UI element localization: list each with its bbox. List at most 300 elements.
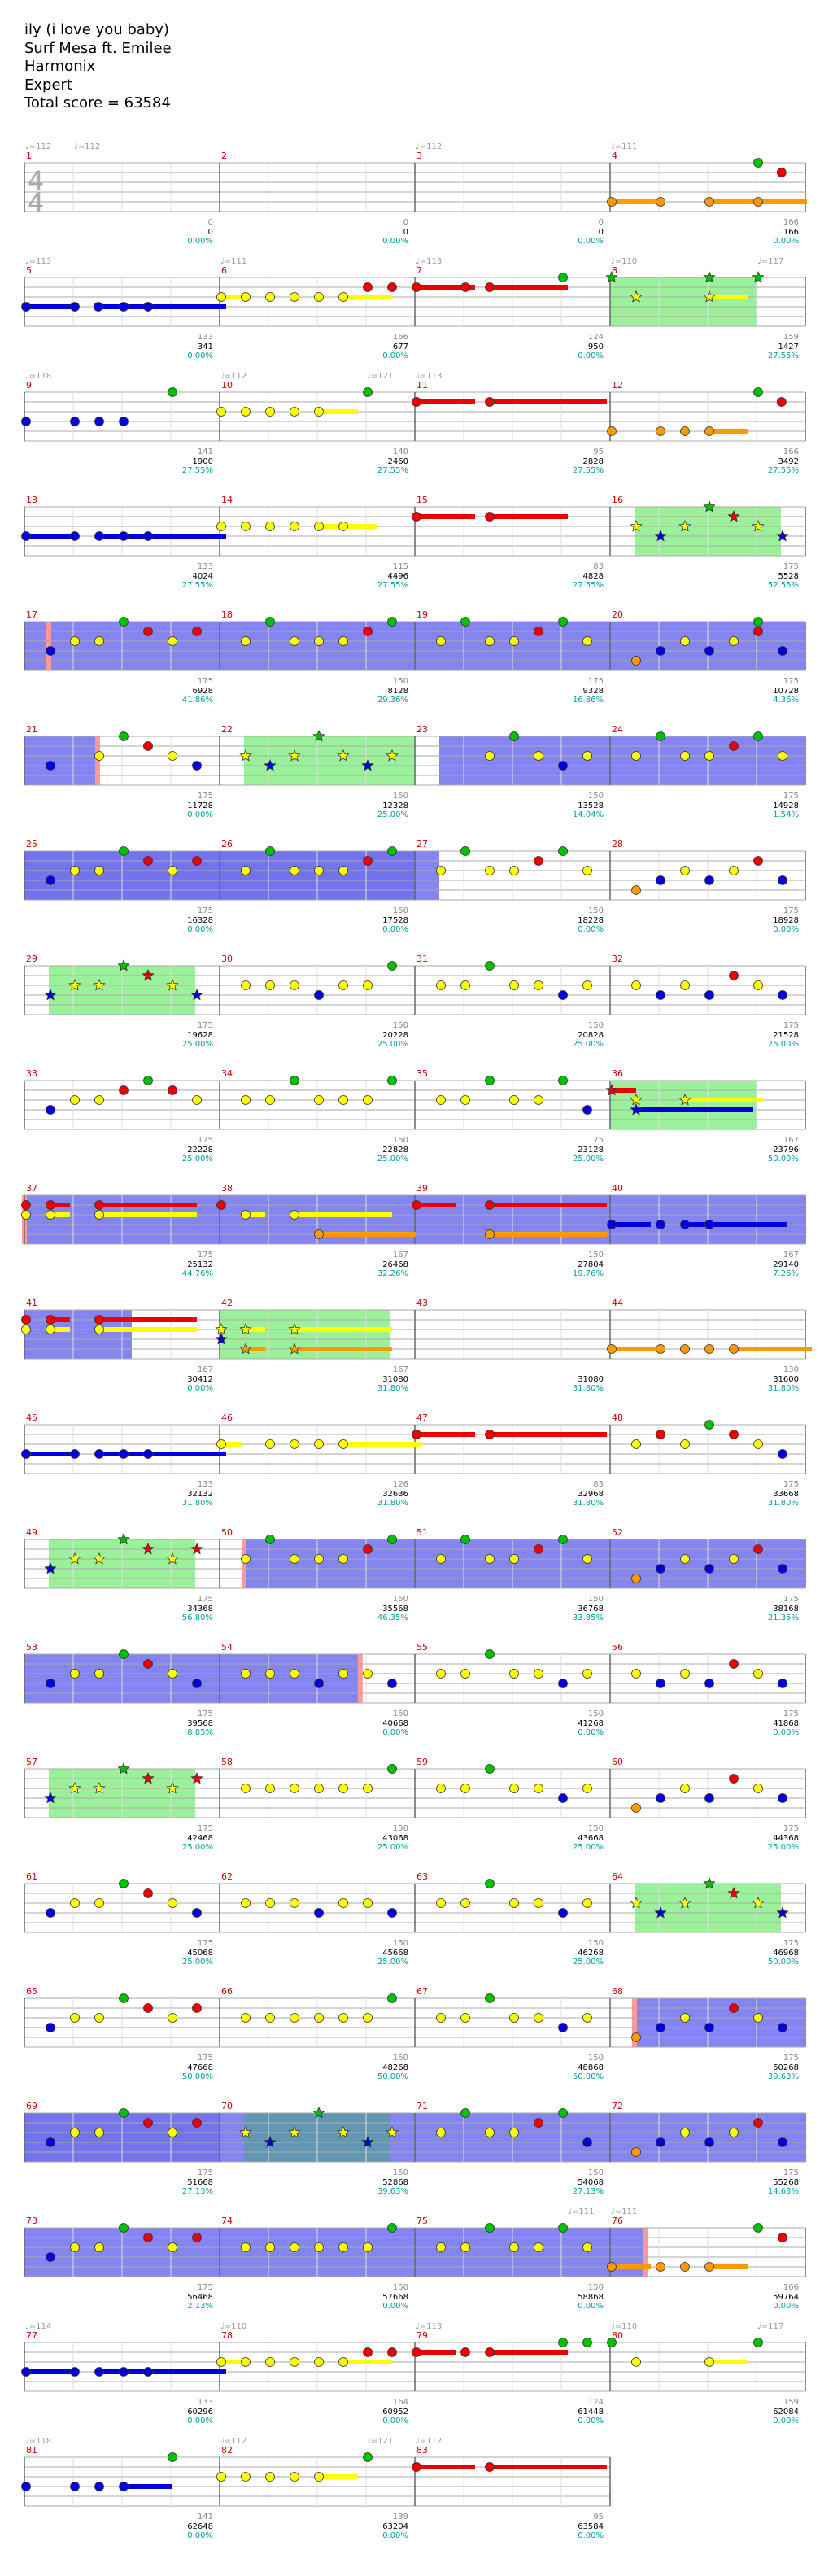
sustain-bar xyxy=(26,2369,75,2374)
yellow-note xyxy=(242,981,251,990)
base-score-label: 150 xyxy=(392,2168,408,2177)
yellow-note xyxy=(510,867,519,875)
yellow-note xyxy=(632,2358,641,2367)
percent-label: 0.00% xyxy=(773,2302,799,2311)
percent-label: 0.00% xyxy=(382,2302,408,2311)
score-label: 27804 xyxy=(578,1260,604,1269)
percent-label: 0.00% xyxy=(773,925,799,934)
sustain-bar xyxy=(709,295,748,299)
score-label: 45068 xyxy=(187,1949,213,1958)
green-note xyxy=(583,2338,592,2347)
score-label: 25132 xyxy=(187,1260,213,1269)
tempo-marker: ♩=111 xyxy=(568,2207,595,2216)
percent-label: 46.35% xyxy=(377,1613,408,1622)
yellow-note xyxy=(290,867,299,875)
yellow-note xyxy=(534,2014,543,2023)
score-label: 16328 xyxy=(187,916,213,925)
yellow-note xyxy=(510,1670,519,1679)
green-note xyxy=(754,732,763,741)
base-score-label: 164 xyxy=(392,2398,408,2407)
red-note xyxy=(754,857,763,866)
yellow-note xyxy=(339,867,348,875)
blue-note xyxy=(22,303,31,312)
blue-note xyxy=(71,532,80,541)
yellow-note xyxy=(339,2243,348,2252)
red-note xyxy=(534,2119,543,2128)
yellow-note xyxy=(315,1440,324,1449)
score-label: 35568 xyxy=(382,1605,408,1613)
red-note xyxy=(144,857,153,866)
base-score-label: 150 xyxy=(392,1939,408,1948)
yellow-note xyxy=(510,2128,519,2137)
measure-number: 24 xyxy=(612,724,623,735)
yellow-note xyxy=(290,981,299,990)
tempo-marker: ♩=112 xyxy=(416,142,443,151)
red-note xyxy=(777,168,786,177)
sustain-bar xyxy=(26,304,75,309)
red-note xyxy=(486,1430,495,1439)
measure-number: 8 xyxy=(612,265,617,276)
sustain-bar xyxy=(416,514,475,519)
green-note xyxy=(559,847,568,856)
percent-label: 25.00% xyxy=(572,1843,604,1852)
blue-note xyxy=(46,1106,55,1115)
score-label: 2460 xyxy=(387,457,408,466)
yellow-note xyxy=(290,293,299,302)
red-note xyxy=(364,857,373,866)
orange-note xyxy=(705,1345,714,1354)
percent-label: 27.55% xyxy=(767,466,799,475)
base-score-label: 140 xyxy=(392,448,408,456)
blue-note xyxy=(71,417,80,426)
red-note xyxy=(486,1201,495,1210)
overdrive-section xyxy=(244,1539,415,1588)
measure-number: 51 xyxy=(416,1527,428,1538)
blue-note xyxy=(120,2368,129,2377)
yellow-note xyxy=(339,1670,348,1679)
base-score-label: 150 xyxy=(587,2054,604,2063)
sustain-bar xyxy=(343,1442,421,1447)
score-label: 4024 xyxy=(192,572,213,581)
base-score-label: 175 xyxy=(783,2168,799,2177)
score-label: 5528 xyxy=(778,572,799,581)
yellow-note xyxy=(486,867,495,875)
song-charter: Harmonix xyxy=(24,58,96,75)
green-note xyxy=(559,2109,568,2118)
overdrive-activation-marker xyxy=(358,1654,363,1703)
red-note xyxy=(193,2119,202,2128)
orange-note xyxy=(315,1230,324,1239)
star-power-section xyxy=(610,277,757,326)
blue-note xyxy=(705,1565,714,1574)
blue-note xyxy=(583,2138,592,2147)
percent-label: 0.00% xyxy=(382,351,408,360)
measure-number: 49 xyxy=(26,1527,37,1538)
base-score-label: 175 xyxy=(587,677,604,686)
base-score-label: 150 xyxy=(392,677,408,686)
yellow-note xyxy=(290,1784,299,1793)
yellow-note xyxy=(315,522,324,531)
green-note xyxy=(168,2453,177,2462)
percent-label: 27.55% xyxy=(572,581,604,590)
red-note xyxy=(461,283,470,292)
tempo-marker: ♩=121 xyxy=(367,2437,394,2446)
yellow-note xyxy=(583,2014,592,2023)
base-score-label: 175 xyxy=(783,1021,799,1030)
yellow-note xyxy=(168,2128,177,2137)
score-label: 56468 xyxy=(187,2293,213,2302)
tempo-marker: ♩=111 xyxy=(611,2207,638,2216)
sustain-bar xyxy=(148,534,226,539)
blue-note xyxy=(120,532,129,541)
score-label: 32636 xyxy=(382,1490,408,1499)
measure-number: 69 xyxy=(26,2101,37,2111)
sustain-bar xyxy=(99,1203,197,1207)
score-label: 43068 xyxy=(382,1834,408,1843)
base-score-label: 167 xyxy=(197,1365,213,1374)
green-note xyxy=(559,2224,568,2233)
yellow-note xyxy=(266,1096,275,1105)
score-label: 51668 xyxy=(187,2178,213,2187)
yellow-note xyxy=(754,981,763,990)
blue-note xyxy=(778,1794,787,1803)
yellow-note xyxy=(290,1211,299,1220)
blue-note xyxy=(656,1565,665,1574)
score-label: 10728 xyxy=(773,687,799,696)
percent-label: 25.00% xyxy=(572,1040,604,1049)
yellow-note xyxy=(95,867,104,875)
sustain-bar xyxy=(709,429,748,434)
percent-label: 2.13% xyxy=(187,2302,213,2311)
yellow-note xyxy=(534,1096,543,1105)
percent-label: 0.00% xyxy=(382,237,408,246)
green-note xyxy=(388,847,397,856)
sustain-bar xyxy=(490,1232,607,1237)
score-label: 61448 xyxy=(578,2408,604,2417)
yellow-note xyxy=(730,637,739,646)
percent-label: 31.80% xyxy=(572,1384,604,1393)
blue-note xyxy=(656,2138,665,2147)
green-note xyxy=(486,1880,495,1888)
blue-note xyxy=(705,991,714,1000)
yellow-note xyxy=(534,981,543,990)
blue-note xyxy=(71,1450,80,1459)
green-note xyxy=(266,847,275,856)
measure-number: 11 xyxy=(416,380,428,391)
score-label: 63584 xyxy=(578,2522,604,2531)
score-label: 39568 xyxy=(187,1719,213,1728)
yellow-note xyxy=(461,2014,470,2023)
green-note xyxy=(120,847,129,856)
green-note xyxy=(168,388,177,397)
red-note xyxy=(412,398,421,407)
yellow-note xyxy=(168,867,177,875)
yellow-note xyxy=(510,637,519,646)
yellow-note xyxy=(583,981,592,990)
base-score-label: 175 xyxy=(783,1595,799,1604)
score-label: 32132 xyxy=(187,1490,213,1499)
yellow-note xyxy=(315,2014,324,2023)
score-label: 18928 xyxy=(773,916,799,925)
orange-note xyxy=(681,1345,690,1354)
percent-label: 27.55% xyxy=(181,581,213,590)
green-note xyxy=(754,2224,763,2233)
percent-label: 0.00% xyxy=(578,2531,604,2540)
red-note xyxy=(754,2119,763,2128)
base-score-label: 0 xyxy=(207,218,213,227)
base-score-label: 175 xyxy=(783,1709,799,1718)
sustain-bar xyxy=(490,2350,568,2355)
score-label: 677 xyxy=(392,343,408,351)
yellow-note xyxy=(583,1555,592,1564)
overdrive-section xyxy=(415,851,439,900)
score-label: 0 xyxy=(207,228,213,237)
orange-note xyxy=(681,2263,690,2272)
yellow-note xyxy=(168,637,177,646)
base-score-label: 175 xyxy=(783,1480,799,1489)
yellow-note xyxy=(486,2128,495,2137)
measure-number: 4 xyxy=(612,151,617,161)
percent-label: 7.26% xyxy=(773,1269,799,1278)
yellow-note xyxy=(681,981,690,990)
yellow-note xyxy=(71,1899,80,1908)
yellow-note xyxy=(632,1670,641,1679)
percent-label: 25.00% xyxy=(377,1040,408,1049)
percent-label: 31.80% xyxy=(377,1499,408,1508)
base-score-label: 139 xyxy=(392,2513,408,2521)
measure-number: 82 xyxy=(221,2445,233,2456)
score-label: 0 xyxy=(598,228,604,237)
percent-label: 21.35% xyxy=(767,1613,799,1622)
measure-number: 34 xyxy=(221,1068,233,1079)
yellow-note xyxy=(681,637,690,646)
blue-note xyxy=(388,1679,397,1688)
percent-label: 0.00% xyxy=(187,1384,213,1393)
red-note xyxy=(193,2233,202,2242)
measure-number: 55 xyxy=(416,1642,428,1653)
score-label: 48268 xyxy=(382,2063,408,2072)
yellow-note xyxy=(339,1440,348,1449)
yellow-note xyxy=(71,2128,80,2137)
red-note xyxy=(364,627,373,636)
yellow-note xyxy=(217,522,226,531)
measure-number: 6 xyxy=(221,265,227,276)
yellow-note xyxy=(242,2243,251,2252)
yellow-note xyxy=(242,1555,251,1564)
score-label: 33668 xyxy=(773,1490,799,1499)
blue-note xyxy=(705,876,714,885)
base-score-label: 75 xyxy=(593,1136,604,1145)
green-note xyxy=(754,388,763,397)
base-score-label: 133 xyxy=(197,2398,213,2407)
green-note xyxy=(754,618,763,627)
red-note xyxy=(730,971,739,980)
yellow-note xyxy=(583,867,592,875)
yellow-note xyxy=(437,1555,446,1564)
red-note xyxy=(412,2463,421,2472)
yellow-note xyxy=(242,1670,251,1679)
orange-note xyxy=(705,198,714,207)
percent-label: 31.80% xyxy=(767,1384,799,1393)
red-note xyxy=(364,2348,373,2357)
base-score-label: 175 xyxy=(197,1595,213,1604)
blue-note xyxy=(120,303,129,312)
percent-label: 0.00% xyxy=(578,237,604,246)
yellow-note xyxy=(534,1899,543,1908)
green-note xyxy=(486,1650,495,1659)
yellow-note xyxy=(437,637,446,646)
green-note xyxy=(559,2338,568,2347)
measure-number: 59 xyxy=(416,1757,428,1767)
yellow-note xyxy=(339,2014,348,2023)
percent-label: 41.86% xyxy=(181,696,213,705)
blue-note xyxy=(778,1450,787,1459)
score-label: 62084 xyxy=(773,2408,799,2417)
yellow-note xyxy=(95,1211,104,1220)
yellow-note xyxy=(486,637,495,646)
base-score-label: 175 xyxy=(197,2283,213,2292)
sustain-bar xyxy=(709,2360,748,2364)
measure-number: 36 xyxy=(612,1068,623,1079)
sustain-bar xyxy=(490,1203,607,1207)
yellow-note xyxy=(266,2473,275,2482)
yellow-note xyxy=(461,1784,470,1793)
percent-label: 0.00% xyxy=(382,2417,408,2425)
red-note xyxy=(412,2348,421,2357)
orange-note xyxy=(608,1345,617,1354)
yellow-note xyxy=(71,2014,80,2023)
yellow-note xyxy=(266,2358,275,2367)
blue-note xyxy=(778,647,787,656)
yellow-note xyxy=(730,2128,739,2137)
blue-note xyxy=(778,1679,787,1688)
yellow-note xyxy=(290,1670,299,1679)
base-score-label: 175 xyxy=(783,562,799,571)
measure-number: 47 xyxy=(416,1412,428,1423)
green-note xyxy=(388,962,397,971)
measure-number: 77 xyxy=(26,2330,37,2341)
measure-number: 1 xyxy=(26,151,32,161)
measure-number: 30 xyxy=(221,954,233,964)
base-score-label: 150 xyxy=(587,1251,604,1260)
base-score-label: 150 xyxy=(392,1021,408,1030)
yellow-note xyxy=(339,2358,348,2367)
sustain-bar xyxy=(612,199,661,204)
score-label: 6928 xyxy=(192,687,213,696)
sustain-bar xyxy=(148,1452,226,1456)
green-note xyxy=(705,1421,714,1430)
red-note xyxy=(364,283,373,292)
yellow-note xyxy=(583,1784,592,1793)
yellow-note xyxy=(242,1096,251,1105)
yellow-note xyxy=(632,1440,641,1449)
yellow-note xyxy=(266,2243,275,2252)
score-label: 54068 xyxy=(578,2178,604,2187)
score-label: 950 xyxy=(587,343,604,351)
percent-label: 14.04% xyxy=(572,810,604,819)
score-label: 52868 xyxy=(382,2178,408,2187)
base-score-label: 115 xyxy=(392,562,408,571)
yellow-note xyxy=(242,1899,251,1908)
yellow-note xyxy=(681,1440,690,1449)
yellow-note xyxy=(510,1555,519,1564)
red-note xyxy=(144,2004,153,2013)
blue-note xyxy=(559,1794,568,1803)
yellow-note xyxy=(95,752,104,761)
score-label: 8128 xyxy=(387,687,408,696)
orange-note xyxy=(656,1345,665,1354)
red-note xyxy=(754,627,763,636)
measure-number: 54 xyxy=(221,1642,233,1653)
score-label: 22828 xyxy=(382,1146,408,1155)
score-label: 63204 xyxy=(382,2522,408,2531)
red-note xyxy=(486,2348,495,2357)
yellow-note xyxy=(364,981,373,990)
score-label: 50268 xyxy=(773,2063,799,2072)
score-label: 2828 xyxy=(582,457,604,466)
measure-number: 28 xyxy=(612,839,623,849)
measure-number: 50 xyxy=(221,1527,233,1538)
score-label: 62648 xyxy=(187,2522,213,2531)
overdrive-section xyxy=(439,736,610,785)
yellow-note xyxy=(437,2128,446,2137)
orange-note xyxy=(632,2148,641,2157)
base-score-label: 175 xyxy=(197,1136,213,1145)
orange-note xyxy=(656,427,665,436)
blue-note xyxy=(705,647,714,656)
percent-label: 50.00% xyxy=(767,1155,799,1164)
red-note xyxy=(730,2004,739,2013)
red-note xyxy=(412,513,421,522)
measure-number: 70 xyxy=(221,2101,233,2111)
percent-label: 0.00% xyxy=(187,237,213,246)
yellow-note xyxy=(315,637,324,646)
measure-number: 56 xyxy=(612,1642,623,1653)
base-score-label: 95 xyxy=(593,2513,604,2521)
yellow-note xyxy=(510,981,519,990)
percent-label: 25.00% xyxy=(377,1155,408,1164)
percent-label: 0.00% xyxy=(578,1728,604,1737)
blue-note xyxy=(559,991,568,1000)
yellow-note xyxy=(242,1211,251,1220)
sustain-bar xyxy=(709,1222,787,1227)
sustain-bar xyxy=(612,2264,651,2269)
score-label: 31600 xyxy=(773,1375,799,1384)
yellow-note xyxy=(461,2243,470,2252)
blue-note xyxy=(778,991,787,1000)
blue-note xyxy=(315,991,324,1000)
yellow-note xyxy=(266,1670,275,1679)
base-score-label: 175 xyxy=(197,1021,213,1030)
blue-note xyxy=(559,762,568,771)
green-note xyxy=(510,732,519,741)
red-note xyxy=(486,513,495,522)
yellow-note xyxy=(583,2243,592,2252)
yellow-note xyxy=(632,981,641,990)
yellow-note xyxy=(681,1784,690,1793)
yellow-note xyxy=(266,2014,275,2023)
blue-note xyxy=(559,1679,568,1688)
score-label: 31080 xyxy=(578,1375,604,1384)
green-note xyxy=(486,1076,495,1085)
sustain-bar xyxy=(319,409,358,414)
yellow-note xyxy=(339,981,348,990)
yellow-note xyxy=(461,1899,470,1908)
measure-number: 43 xyxy=(416,1298,428,1308)
sustain-bar xyxy=(294,1327,392,1332)
tempo-marker: ♩=112 xyxy=(25,142,52,151)
tempo-marker: ♩=112 xyxy=(74,142,101,151)
